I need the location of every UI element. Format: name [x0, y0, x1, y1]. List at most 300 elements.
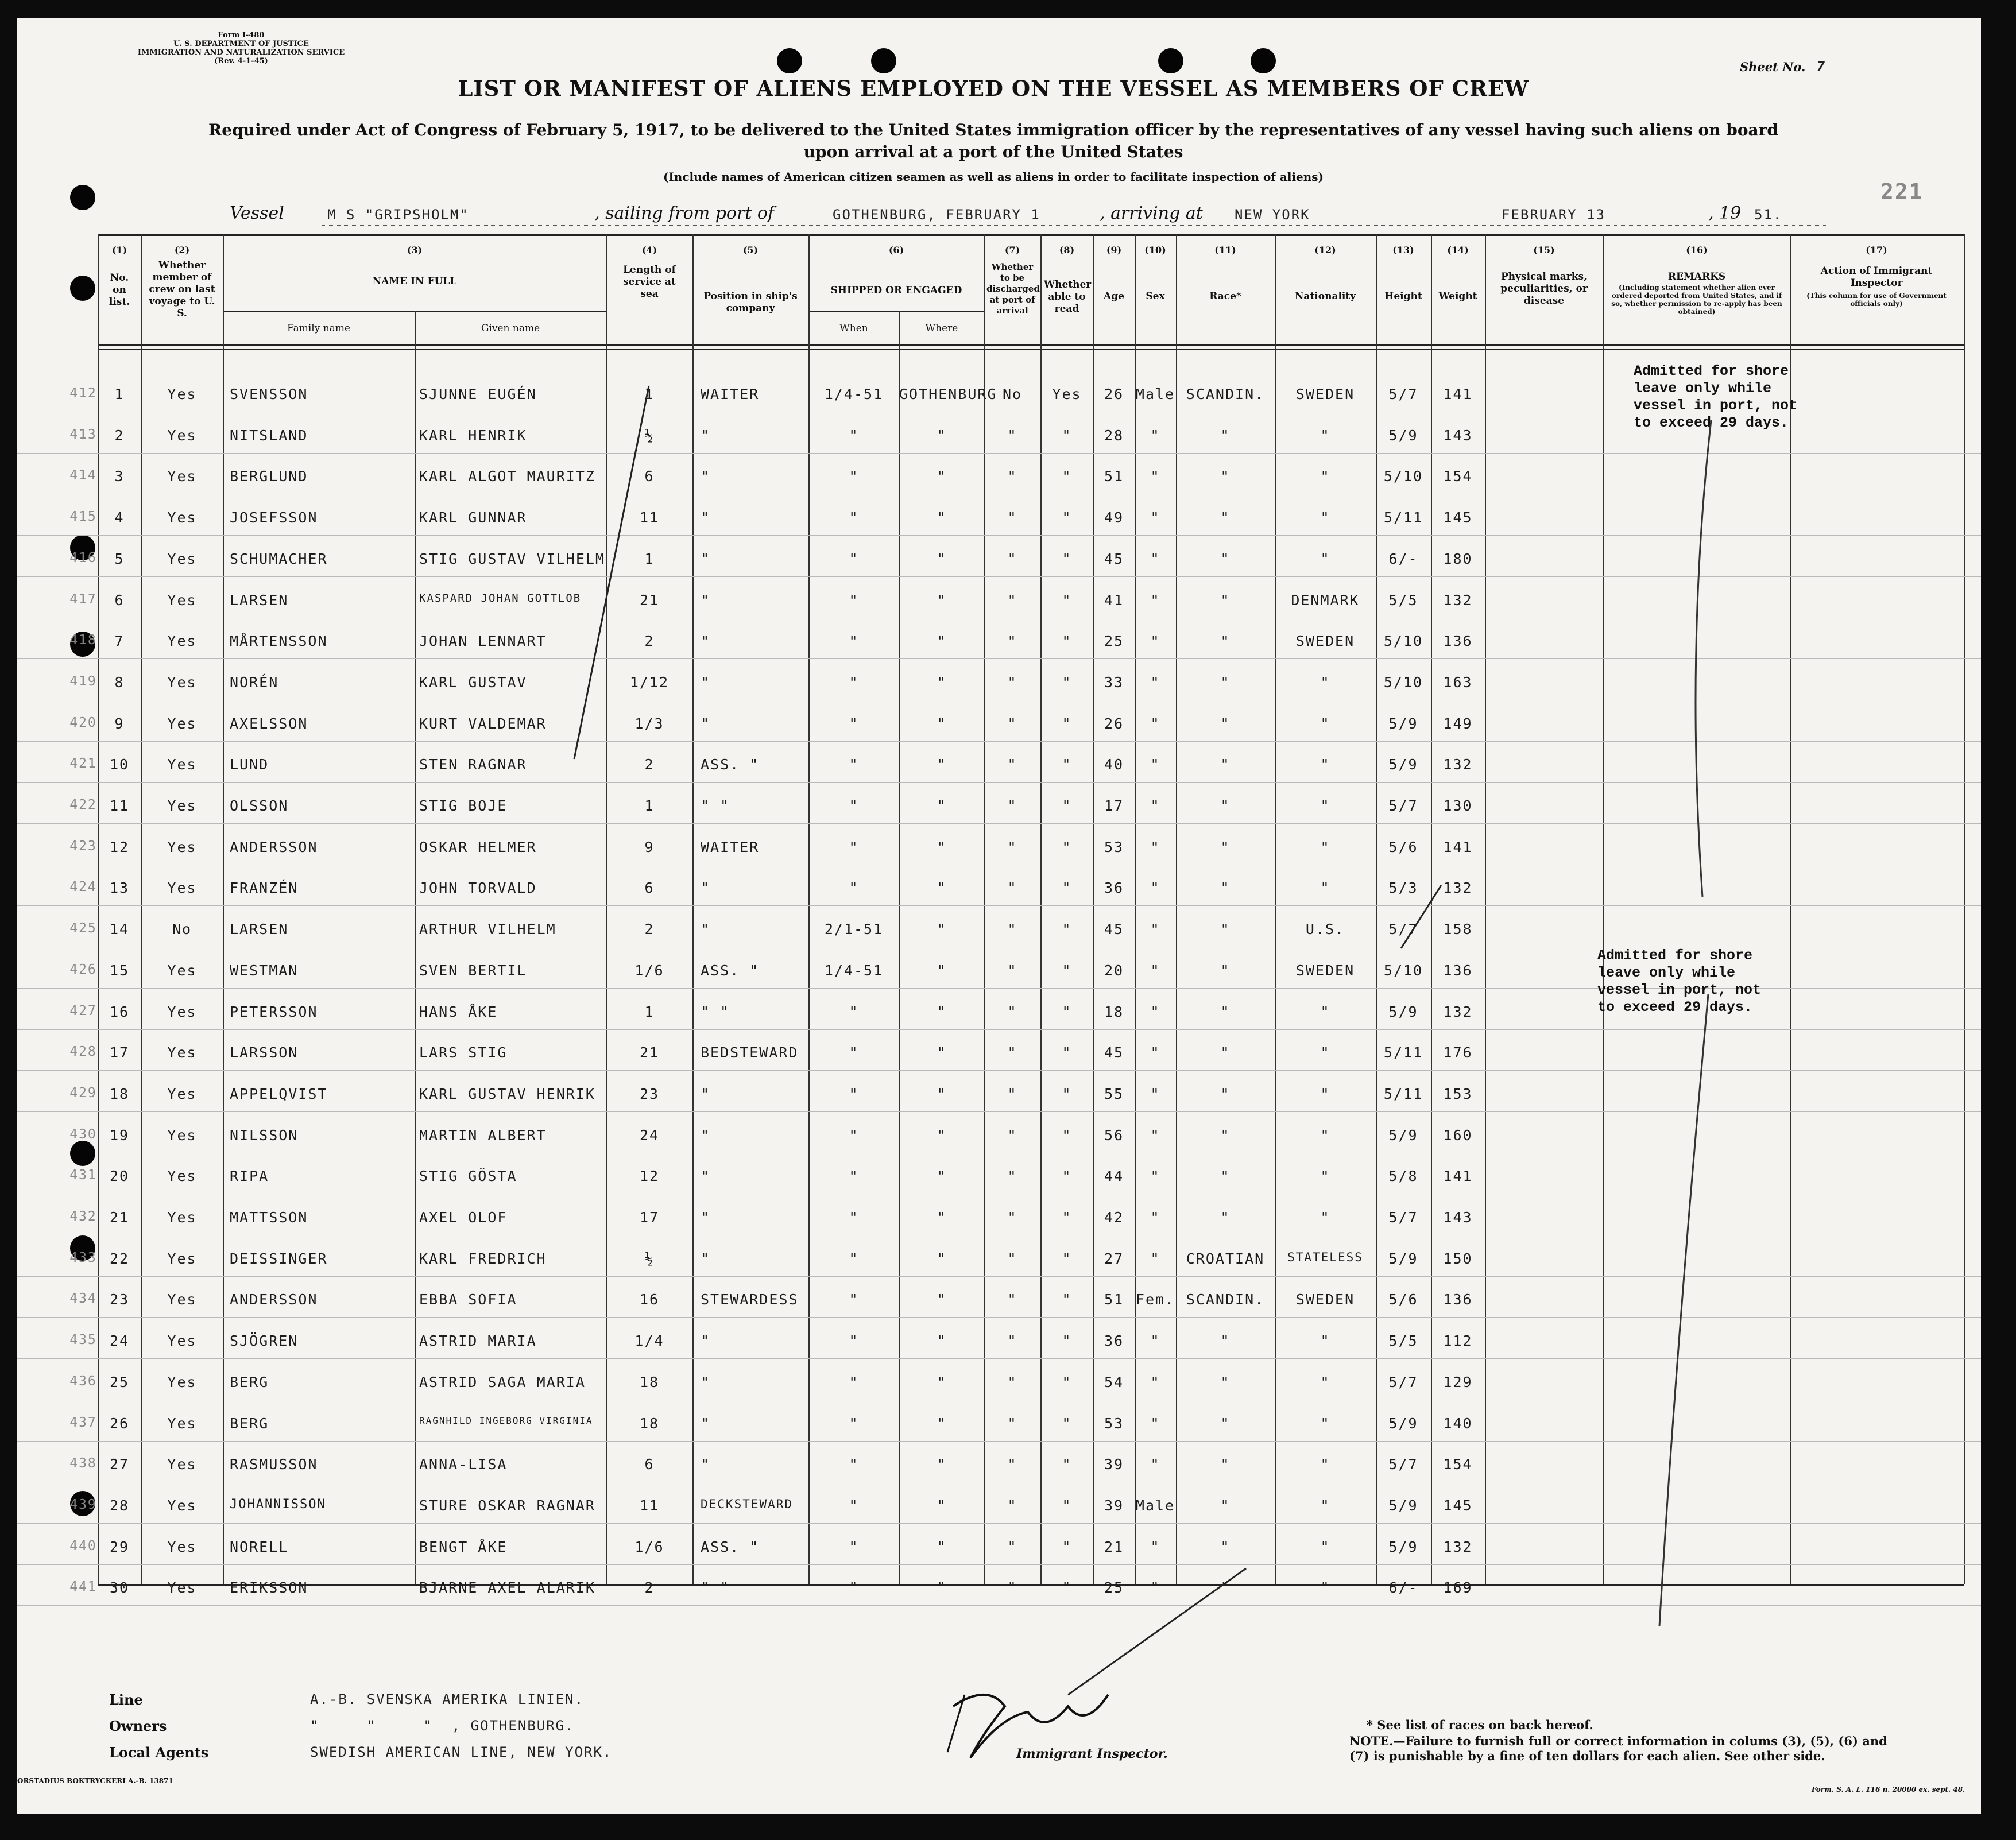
shipped-where: ": [937, 880, 947, 897]
given-name: BJARNE AXEL ALARIK: [419, 1579, 595, 1597]
ship-position: ": [701, 1085, 711, 1102]
vessel-label: Vessel: [230, 203, 284, 223]
able-to-read: ": [1062, 1497, 1072, 1514]
age: 51: [1104, 468, 1124, 485]
service-length: 21: [639, 591, 660, 609]
shipped-where: ": [937, 1579, 947, 1597]
able-to-read: ": [1062, 1085, 1072, 1102]
owner-list-number: 441: [69, 1579, 97, 1595]
last-voyage: Yes: [167, 1415, 197, 1432]
family-name: WESTMAN: [230, 962, 299, 979]
ship-position: ": [701, 633, 711, 650]
service-length: 17: [639, 1209, 660, 1226]
to-be-discharged: ": [1007, 1497, 1017, 1514]
nationality: SWEDEN: [1295, 962, 1355, 979]
shipped-when: ": [849, 1415, 859, 1432]
weight: 163: [1443, 673, 1473, 691]
col-num-7: (7): [1004, 245, 1020, 255]
age: 54: [1104, 1373, 1124, 1390]
ship-position: ": [701, 715, 711, 732]
sex: ": [1150, 880, 1160, 897]
race: ": [1220, 1168, 1231, 1185]
age: 26: [1104, 715, 1124, 732]
last-voyage: Yes: [167, 756, 197, 773]
col-header-when: When: [839, 323, 868, 334]
weight: 132: [1443, 1538, 1473, 1555]
form-department: U. S. DEPARTMENT OF JUSTICE: [173, 40, 309, 48]
family-name: NORÉN: [230, 673, 279, 691]
crew-number: 7: [114, 633, 125, 650]
last-voyage: Yes: [167, 1168, 197, 1185]
weight: 136: [1443, 1291, 1473, 1308]
shipped-when: ": [849, 1003, 859, 1020]
to-be-discharged: No: [1002, 386, 1023, 402]
owner-list-number: 419: [69, 673, 97, 689]
race: ": [1220, 591, 1231, 609]
form-number: Form I-480: [218, 31, 265, 40]
sex: ": [1150, 756, 1160, 773]
able-to-read: ": [1062, 1579, 1072, 1597]
family-name: DEISSINGER: [230, 1250, 328, 1267]
col-num-11: (11): [1214, 245, 1236, 255]
service-length: 1/4: [634, 1332, 664, 1350]
to-be-discharged: ": [1007, 921, 1017, 938]
nationality: ": [1320, 1579, 1330, 1597]
shipped-where: ": [937, 591, 947, 609]
age: 55: [1104, 1085, 1124, 1102]
shipped-when: ": [849, 673, 859, 691]
crew-number: 29: [109, 1538, 130, 1555]
race: ": [1220, 1209, 1231, 1226]
family-name: SVENSSON: [230, 386, 308, 402]
sex: ": [1150, 468, 1160, 485]
race: ": [1220, 1579, 1231, 1597]
weight: 112: [1443, 1332, 1473, 1350]
ship-position: " ": [701, 1579, 730, 1597]
able-to-read: ": [1062, 1209, 1072, 1226]
owner-list-number: 431: [69, 1168, 97, 1183]
crew-number: 22: [109, 1250, 130, 1267]
owner-list-number: 437: [69, 1415, 97, 1430]
weight: 136: [1443, 962, 1473, 979]
vessel-name: M S "GRIPSHOLM": [327, 207, 469, 223]
owner-list-number: 423: [69, 838, 97, 854]
race: ": [1220, 880, 1231, 897]
col-header-service: Length of service at sea: [623, 264, 676, 300]
family-name: RASMUSSON: [230, 1456, 318, 1473]
height: 6/-: [1388, 1579, 1418, 1597]
shipped-where: ": [937, 1003, 947, 1020]
owner-list-number: 426: [69, 962, 97, 977]
col-header-name: NAME IN FULL: [372, 276, 457, 287]
col-num-4: (4): [641, 245, 657, 255]
to-be-discharged: ": [1007, 1126, 1017, 1144]
service-length: 1: [644, 386, 655, 402]
nationality: STATELESS: [1287, 1250, 1363, 1264]
shipped-where: ": [937, 633, 947, 650]
sex: ": [1150, 1126, 1160, 1144]
sex: Fem.: [1135, 1291, 1175, 1308]
race: ": [1220, 1373, 1231, 1390]
given-name: MARTIN ALBERT: [419, 1126, 547, 1144]
shipped-when: ": [849, 756, 859, 773]
sex: ": [1150, 633, 1160, 650]
age: 28: [1104, 427, 1124, 444]
service-length: 21: [639, 1044, 660, 1062]
shipped-when: ": [849, 427, 859, 444]
owner-list-number: 418: [69, 633, 97, 648]
agents-label: Local Agents: [109, 1744, 209, 1761]
service-length: 1: [644, 797, 655, 814]
crew-number: 23: [109, 1291, 130, 1308]
crew-number: 11: [109, 797, 130, 814]
shipped-when: ": [849, 1044, 859, 1062]
shipped-when: ": [849, 1497, 859, 1514]
remarks-shore-leave-2: Admitted for shore leave only while vessel in port, not to exceed 29 days.: [1597, 947, 1762, 1016]
crew-number: 6: [114, 591, 125, 609]
last-voyage: Yes: [167, 715, 197, 732]
sex: ": [1150, 797, 1160, 814]
crew-number: 9: [114, 715, 125, 732]
sex: ": [1150, 550, 1160, 567]
to-be-discharged: ": [1007, 1456, 1017, 1473]
sex: ": [1150, 591, 1160, 609]
race: ": [1220, 427, 1231, 444]
weight: 143: [1443, 427, 1473, 444]
shipped-where: ": [937, 673, 947, 691]
sex: ": [1150, 1168, 1160, 1185]
col-header-position: Position in ship's company: [703, 290, 798, 314]
age: 42: [1104, 1209, 1124, 1226]
sex: ": [1150, 921, 1160, 938]
last-voyage: Yes: [167, 962, 197, 979]
nationality: ": [1320, 468, 1330, 485]
col-header-remarks-note: (Including statement whether alien ever ordered deported from United States, and if so, whether permission to re-apply has been obtained): [1611, 284, 1782, 316]
to-be-discharged: ": [1007, 838, 1017, 855]
owner-list-number: 415: [69, 509, 97, 525]
family-name: LARSEN: [230, 591, 289, 609]
last-voyage: Yes: [167, 633, 197, 650]
last-voyage: Yes: [167, 1291, 197, 1308]
weight: 154: [1443, 1456, 1473, 1473]
crew-number: 24: [109, 1332, 130, 1350]
given-name: ASTRID SAGA MARIA: [419, 1373, 586, 1390]
to-be-discharged: ": [1007, 880, 1017, 897]
shipped-where: GOTHENBURG: [899, 386, 997, 402]
service-length: 23: [639, 1085, 660, 1102]
col-header-nationality: Nationality: [1294, 290, 1356, 302]
pen-marks: [17, 18, 1981, 1814]
able-to-read: ": [1062, 880, 1072, 897]
service-length: ½: [644, 1250, 655, 1267]
height: 5/9: [1388, 756, 1418, 773]
shipped-where: ": [937, 1497, 947, 1514]
family-name: FRANZÉN: [230, 880, 299, 897]
service-length: 11: [639, 1497, 660, 1514]
shipped-where: ": [937, 550, 947, 567]
nationality: SWEDEN: [1295, 386, 1355, 402]
service-length: 1/3: [634, 715, 664, 732]
col-num-14: (14): [1447, 245, 1469, 255]
owners-value: " " " , GOTHENBURG.: [310, 1718, 575, 1734]
nationality: ": [1320, 1373, 1330, 1390]
weight: 136: [1443, 633, 1473, 650]
col-num-2: (2): [174, 245, 190, 255]
weight: 143: [1443, 1209, 1473, 1226]
owner-list-number: 430: [69, 1126, 97, 1142]
given-name: HANS ÅKE: [419, 1003, 498, 1020]
able-to-read: ": [1062, 797, 1072, 814]
family-name: ANDERSSON: [230, 838, 318, 855]
shipped-where: ": [937, 756, 947, 773]
nationality: ": [1320, 427, 1330, 444]
race: ": [1220, 468, 1231, 485]
age: 51: [1104, 1291, 1124, 1308]
shipped-when: ": [849, 1291, 859, 1308]
to-be-discharged: ": [1007, 962, 1017, 979]
crew-number: 16: [109, 1003, 130, 1020]
shipped-where: ": [937, 962, 947, 979]
race: ": [1220, 1456, 1231, 1473]
weight: 176: [1443, 1044, 1473, 1062]
sex: ": [1150, 838, 1160, 855]
last-voyage: Yes: [167, 427, 197, 444]
ship-position: ": [701, 1250, 711, 1267]
service-length: 2: [644, 921, 655, 938]
ship-position: DECKSTEWARD: [701, 1497, 794, 1511]
nationality: ": [1320, 1168, 1330, 1185]
service-length: 1/12: [629, 673, 670, 691]
given-name: STURE OSKAR RAGNAR: [419, 1497, 595, 1514]
given-name: STIG BOJE: [419, 797, 508, 814]
able-to-read: ": [1062, 673, 1072, 691]
shipped-when: ": [849, 1209, 859, 1226]
col-num-1: (1): [111, 245, 127, 255]
race: ": [1220, 1332, 1231, 1350]
service-length: 12: [639, 1168, 660, 1185]
height: 5/10: [1383, 673, 1423, 691]
nationality: ": [1320, 715, 1330, 732]
given-name: STEN RAGNAR: [419, 756, 527, 773]
family-name: LARSEN: [230, 921, 289, 938]
nationality: ": [1320, 1497, 1330, 1514]
family-name: JOSEFSSON: [230, 509, 318, 526]
age: 20: [1104, 962, 1124, 979]
stamp-number: 221: [1880, 179, 1924, 204]
weight: 150: [1443, 1250, 1473, 1267]
form-code: Form. S. A. L. 116 n. 20000 ex. sept. 48.: [1812, 1785, 1965, 1793]
height: 5/7: [1388, 1456, 1418, 1473]
crew-number: 3: [114, 468, 125, 485]
nationality: ": [1320, 797, 1330, 814]
crew-number: 25: [109, 1373, 130, 1390]
age: 36: [1104, 1332, 1124, 1350]
inspector-label: Immigrant Inspector.: [1016, 1746, 1168, 1761]
owner-list-number: 413: [69, 427, 97, 442]
ship-position: ": [701, 921, 711, 938]
height: 5/8: [1388, 1168, 1418, 1185]
age: 44: [1104, 1168, 1124, 1185]
sex: ": [1150, 715, 1160, 732]
last-voyage: Yes: [167, 1085, 197, 1102]
given-name: KARL HENRIK: [419, 427, 527, 444]
service-length: 18: [639, 1415, 660, 1432]
age: 41: [1104, 591, 1124, 609]
able-to-read: ": [1062, 1044, 1072, 1062]
sailing-label: , sailing from port of: [594, 203, 775, 223]
col-header-read: Whether able to read: [1044, 279, 1092, 315]
shipped-when: 1/4-51: [824, 962, 884, 979]
ship-position: ": [701, 1168, 711, 1185]
able-to-read: ": [1062, 756, 1072, 773]
shipped-where: ": [937, 1044, 947, 1062]
col-header-where: Where: [925, 323, 958, 334]
col-header-inspector-note: (This column for use of Government officials only): [1806, 292, 1947, 308]
height: 5/3: [1388, 880, 1418, 897]
crew-number: 4: [114, 509, 125, 526]
able-to-read: ": [1062, 1456, 1072, 1473]
last-voyage: No: [172, 921, 192, 938]
shipped-where: ": [937, 1209, 947, 1226]
height: 5/7: [1388, 1373, 1418, 1390]
height: 5/9: [1388, 1497, 1418, 1514]
given-name: STIG GÖSTA: [419, 1168, 517, 1185]
able-to-read: ": [1062, 1168, 1072, 1185]
service-length: 16: [639, 1291, 660, 1308]
note-text: —Failure to furnish full or correct information in colums (3), (5), (6) and (7) is punishable by a fine of ten dollars for each alien. See other side.: [1349, 1734, 1887, 1763]
age: 40: [1104, 756, 1124, 773]
last-voyage: Yes: [167, 550, 197, 567]
form-revision: (Rev. 4-1-45): [214, 57, 268, 65]
weight: 169: [1443, 1579, 1473, 1597]
family-name: PETERSSON: [230, 1003, 318, 1020]
col-num-15: (15): [1533, 245, 1555, 255]
col-header-physical-marks: Physical marks, peculiarities, or disease: [1500, 271, 1588, 307]
nationality: ": [1320, 1044, 1330, 1062]
col-header-given-name: Given name: [481, 323, 540, 334]
owner-list-number: 414: [69, 468, 97, 483]
arrival-date: FEBRUARY 13: [1502, 207, 1605, 223]
crew-number: 14: [109, 921, 130, 938]
weight: 154: [1443, 468, 1473, 485]
col-header-shipped: SHIPPED OR ENGAGED: [830, 285, 962, 296]
service-length: 2: [644, 1579, 655, 1597]
sex: ": [1150, 1332, 1160, 1350]
shipped-when: ": [849, 509, 859, 526]
arriving-at: NEW YORK: [1235, 207, 1310, 223]
crew-number: 5: [114, 550, 125, 567]
given-name: STIG GUSTAV VILHELM: [419, 550, 605, 567]
sex: ": [1150, 1415, 1160, 1432]
age: 49: [1104, 509, 1124, 526]
crew-number: 26: [109, 1415, 130, 1432]
owner-list-number: 422: [69, 797, 97, 812]
shipped-when: ": [849, 1373, 859, 1390]
owner-list-number: 420: [69, 715, 97, 730]
last-voyage: Yes: [167, 1003, 197, 1020]
ship-position: ": [701, 468, 711, 485]
age: 26: [1104, 386, 1124, 402]
subtitle-line-2: upon arrival at a port of the United States: [803, 142, 1183, 161]
shipped-when: ": [849, 1126, 859, 1144]
weight: 153: [1443, 1085, 1473, 1102]
race: ": [1220, 756, 1231, 773]
sex: Male: [1135, 386, 1175, 402]
col-header-number: No. on list.: [109, 272, 130, 308]
col-header-family-name: Family name: [287, 323, 351, 334]
nationality: ": [1320, 1415, 1330, 1432]
family-name: MATTSSON: [230, 1209, 308, 1226]
owner-list-number: 436: [69, 1373, 97, 1389]
race: ": [1220, 673, 1231, 691]
shipped-where: ": [937, 1373, 947, 1390]
last-voyage: Yes: [167, 1373, 197, 1390]
race: ": [1220, 1044, 1231, 1062]
height: 5/9: [1388, 1415, 1418, 1432]
shipped-where: ": [937, 1291, 947, 1308]
height: 5/9: [1388, 1003, 1418, 1020]
sex: ": [1150, 1538, 1160, 1555]
age: 53: [1104, 1415, 1124, 1432]
given-name: OSKAR HELMER: [419, 838, 537, 855]
nationality: SWEDEN: [1295, 633, 1355, 650]
crew-number: 21: [109, 1209, 130, 1226]
service-length: 9: [644, 838, 655, 855]
nationality: ": [1320, 550, 1330, 567]
to-be-discharged: ": [1007, 1003, 1017, 1020]
able-to-read: ": [1062, 1373, 1072, 1390]
crew-number: 30: [109, 1579, 130, 1597]
to-be-discharged: ": [1007, 591, 1017, 609]
shipped-where: ": [937, 468, 947, 485]
able-to-read: ": [1062, 715, 1072, 732]
age: 17: [1104, 797, 1124, 814]
arriving-label: , arriving at: [1100, 203, 1203, 223]
shipped-where: ": [937, 1250, 947, 1267]
fine-note: [1349, 1734, 1889, 1764]
height: 5/10: [1383, 468, 1423, 485]
height: 5/10: [1383, 633, 1423, 650]
to-be-discharged: ": [1007, 427, 1017, 444]
age: 39: [1104, 1497, 1124, 1514]
col-header-last-voyage: Whether member of crew on last voyage to U. S.: [149, 259, 215, 319]
sex: ": [1150, 1044, 1160, 1062]
to-be-discharged: ": [1007, 1579, 1017, 1597]
crew-number: 20: [109, 1168, 130, 1185]
owner-list-number: 429: [69, 1085, 97, 1101]
shipped-when: ": [849, 1168, 859, 1185]
sex: Male: [1135, 1497, 1175, 1514]
to-be-discharged: ": [1007, 1250, 1017, 1267]
age: 27: [1104, 1250, 1124, 1267]
note-label: NOTE.: [1349, 1734, 1394, 1748]
nationality: U.S.: [1305, 921, 1345, 938]
owner-list-number: 440: [69, 1538, 97, 1554]
service-length: 2: [644, 756, 655, 773]
given-name: ANNA-LISA: [419, 1456, 508, 1473]
family-name: NITSLAND: [230, 427, 308, 444]
owner-list-number: 439: [69, 1497, 97, 1512]
crew-number: 13: [109, 880, 130, 897]
col-num-17: (17): [1866, 245, 1887, 255]
height: 5/7: [1388, 797, 1418, 814]
col-num-13: (13): [1392, 245, 1414, 255]
able-to-read: ": [1062, 921, 1072, 938]
last-voyage: Yes: [167, 838, 197, 855]
race: ": [1220, 962, 1231, 979]
last-voyage: Yes: [167, 1538, 197, 1555]
printer-imprint: ORSTADIUS BOKTRYCKERI A.-B. 13871: [17, 1777, 173, 1785]
